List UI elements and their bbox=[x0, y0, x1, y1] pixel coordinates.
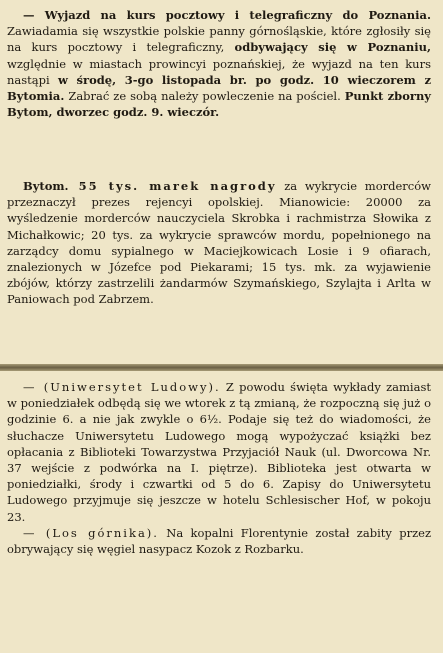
article-paragraph bbox=[7, 7, 431, 120]
article-title: — (Los górnika). bbox=[23, 525, 159, 540]
article-text: Z powodu święta wykłady zamiast w poniedziałek odbędą się we wtorek z tą zmianą, że rozpoczną się już o godzinie 6. a nie jak zwykle o 6½. Podaje się też do wiadomości, że słuchacze Uniwersytetu Ludowego mogą wypożyczać książki bez opłacania z Biblioteki Towarzystwa Przyjaciół Nauk (ul. Dworcowa Nr. 37 wejście z podwórka na I. piętrze). Biblioteka jest otwarta w poniedziałki, środy i czwartki od 5 do 6. Zapisy do Uniwersytetu Ludowego przyjmuje się jeszcze w hotelu Schlesischer Hof, w pokoju 23. bbox=[7, 380, 431, 524]
article-people-university bbox=[0, 379, 443, 557]
article-text: względnie w miastach prowincyi poznańskiej, że wyjazd na ten kurs nastąpi bbox=[7, 56, 431, 87]
column-divider bbox=[0, 364, 443, 371]
article-paragraph bbox=[7, 525, 431, 557]
article-text-bold: odbywający się w Poznaniu, bbox=[234, 40, 431, 55]
article-post-telegraph-course bbox=[0, 7, 443, 120]
article-paragraph bbox=[7, 178, 431, 308]
article-text: Na kopalni Florentynie został zabity przez obrywający się węgiel nasypacz Kozok z Rozbarku. bbox=[7, 525, 431, 557]
article-text: Zawiadamia się wszystkie polskie panny górnośląskie, które zgłosiły się na kurs pocztowy i telegraficzny, bbox=[7, 24, 431, 55]
article-title: — (Uniwersytet Ludowy). bbox=[23, 380, 221, 394]
article-text-bold: w środę, 3-go listopada br. po godz. 10 wieczorem z Bytomia. bbox=[7, 72, 431, 104]
article-paragraph bbox=[7, 379, 431, 525]
article-text: za wykrycie morderców przeznaczył prezes rejencyi opolskiej. Mianowicie: 20000 za wyśledzenie morderców nauczyciela Skrobka i rachmistrza Słowika z Michałkowic; 20 tys. za wykrycie sprawców mordu, popełnionego na zarządcy domu sypialnego w Maciejkowicach Losie i 9 ofiarach, znalezionych w Józefce pod Piekarami; 15 tys. mk. za wyjawienie zbójów, którzy zastrzelili żandarmów Szymańskiego, Szylajta i Arlta w Paniowach pod Zabrzem. bbox=[7, 179, 431, 307]
article-bytom-reward bbox=[0, 178, 443, 308]
article-text-bold: Punkt zborny Bytom, dworzec godz. 9. wieczór. bbox=[7, 89, 431, 120]
article-title: — Wyjazd na kurs pocztowy i telegraficzny do Poznania. bbox=[23, 8, 431, 22]
article-text: Zabrać ze sobą należy powleczenie na pościel. bbox=[64, 89, 345, 104]
article-headline-spaced: 55 tys. marek nagrody bbox=[68, 179, 277, 193]
article-title: Bytom. bbox=[23, 179, 69, 193]
